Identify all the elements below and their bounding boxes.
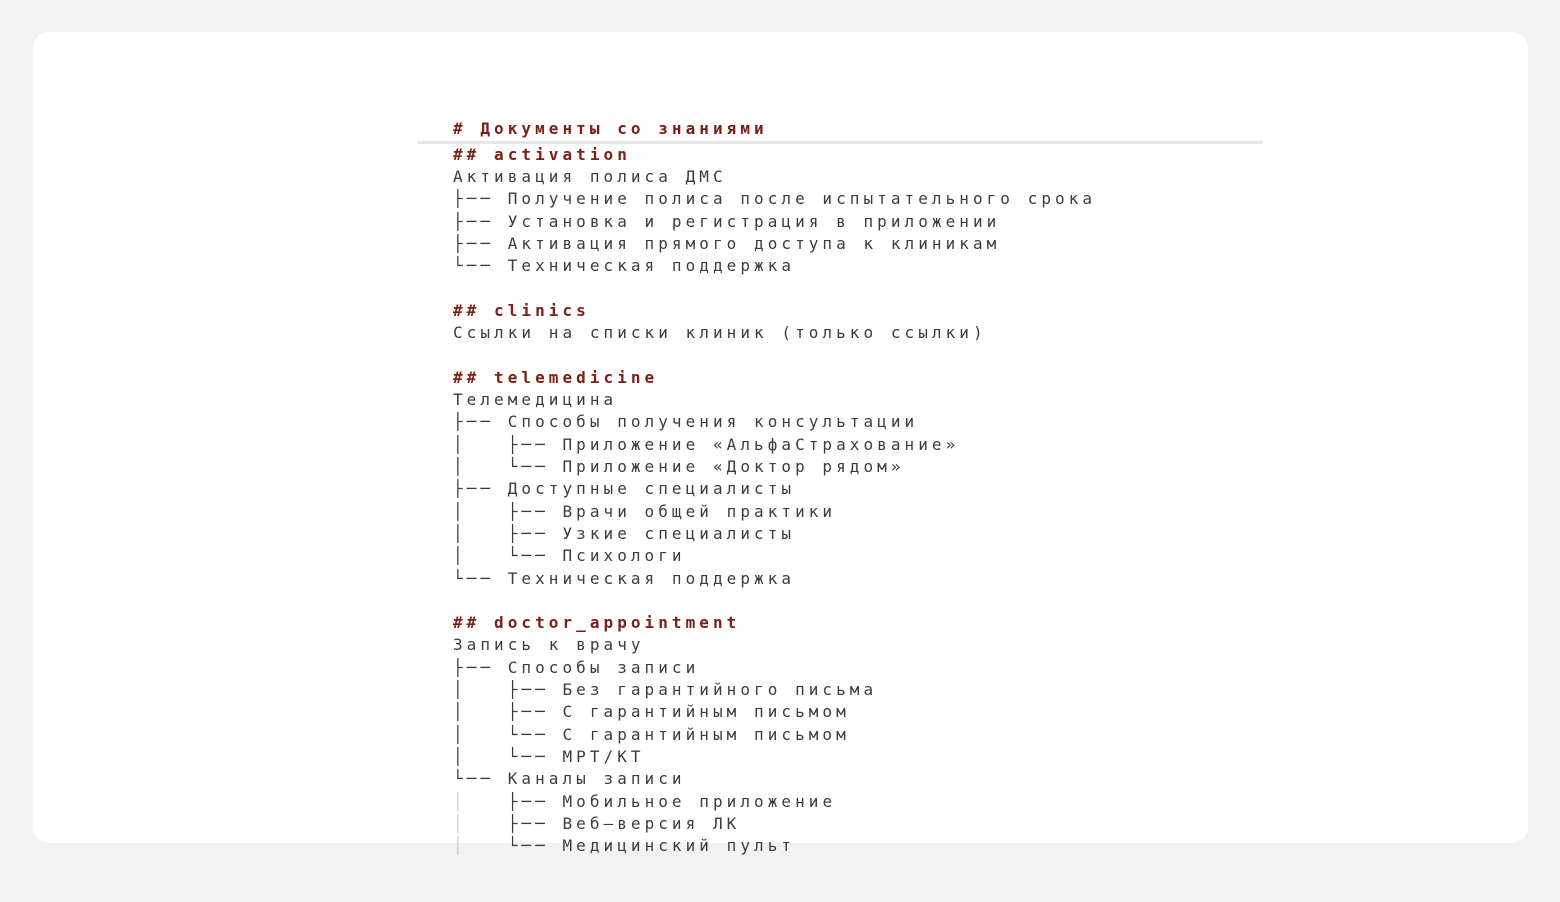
- tree-line: │ └── МРТ/КТ: [453, 746, 645, 766]
- tree-line: │ ├── Узкие специалисты: [453, 523, 796, 543]
- blank-line: [418, 590, 1263, 612]
- document-card: [33, 32, 1528, 856]
- tree-line: │ └── Приложение «Доктор рядом»: [453, 457, 905, 477]
- paragraph: Телемедицина: [453, 390, 618, 410]
- paragraph: Запись к врачу: [453, 635, 645, 655]
- tree-line: │ ├── Мобильное приложение: [453, 791, 837, 811]
- tree-line: ├── Установка и регистрация в приложении: [453, 211, 1001, 231]
- section-heading: ## activation: [453, 144, 631, 164]
- section-heading: ## telemedicine: [453, 367, 659, 387]
- tree-line: │ ├── Без гарантийного письма: [453, 680, 878, 700]
- tree-line: ├── Способы записи: [453, 657, 700, 677]
- section-heading: ## clinics: [453, 300, 590, 320]
- tree-line: └── Каналы записи: [453, 769, 686, 789]
- blank-line: [418, 278, 1263, 300]
- tree-guide-line: │: [453, 836, 467, 856]
- tree-line: ├── Доступные специалисты: [453, 479, 796, 499]
- paragraph: Активация полиса ДМС: [453, 167, 727, 187]
- tree-line: │ ├── С гарантийным письмом: [453, 702, 850, 722]
- section-heading: ## doctor_appointment: [453, 613, 741, 633]
- tree-line: ├── Получение полиса после испытательного срока: [453, 189, 1097, 209]
- tree-guide-line: │: [453, 791, 467, 811]
- tree-line: ├── Способы получения консультации: [453, 412, 919, 432]
- tree-line: │ ├── Врачи общей практики: [453, 501, 837, 521]
- tree-line: └── Техническая поддержка: [453, 568, 796, 588]
- tree-line: └── Техническая поддержка: [453, 256, 796, 276]
- tree-line: │ └── Медицинский пульт: [453, 836, 796, 856]
- document-lines: [418, 118, 1263, 858]
- tree-guide-line: │: [453, 813, 467, 833]
- markdown-document: [418, 73, 1263, 902]
- tree-line: │ └── С гарантийным письмом: [453, 724, 850, 744]
- doc-title: # Документы со знаниями: [418, 118, 1263, 144]
- tree-line: │ ├── Веб–версия ЛК: [453, 813, 741, 833]
- paragraph: Ссылки на списки клиник (только ссылки): [453, 323, 987, 343]
- tree-line: │ └── Психологи: [453, 546, 686, 566]
- tree-line: ├── Активация прямого доступа к клиникам: [453, 234, 1001, 254]
- tree-line: │ ├── Приложение «АльфаСтрахование»: [453, 434, 960, 454]
- blank-line: [418, 345, 1263, 367]
